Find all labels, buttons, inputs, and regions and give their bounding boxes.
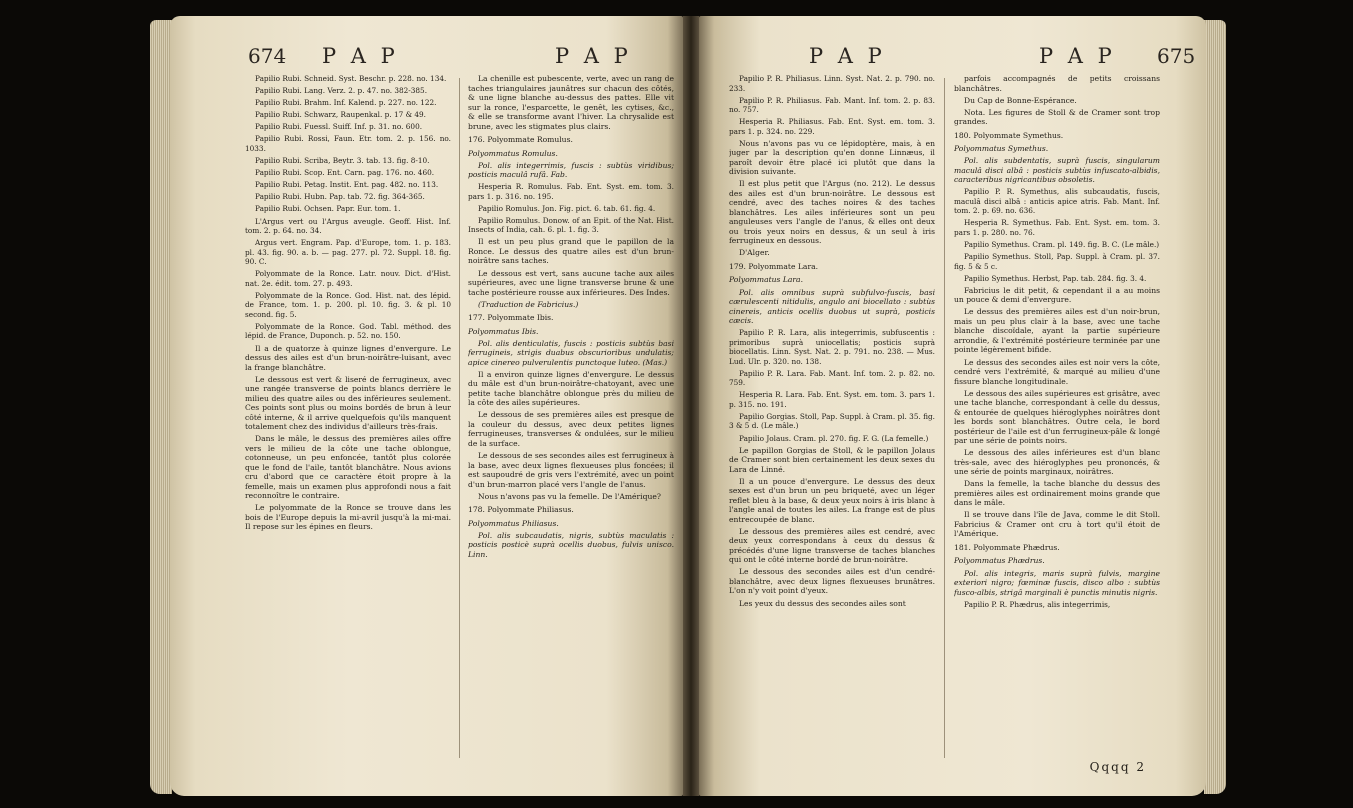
left-col2-paragraph: Le dessous de ses premières ailes est presque de la couleur du dessus, avec deux petites lignes ferrugineuses, transverses & ondulées, sur le milieu de la surface.	[468, 410, 674, 448]
left-col1-paragraph: Papilio Rubi. Rossi, Faun. Etr. tom. 2. p. 156. no. 1033.	[245, 134, 451, 153]
column-divider-right	[944, 78, 945, 758]
right-page	[699, 16, 1206, 796]
signature-mark: Qqqq 2	[1089, 760, 1146, 774]
left-col2-paragraph: Pol. alis denticulatis, fuscis : posticis subtùs basi ferrugineis, strigis duabus obscurioribus undulatis; apice cinereo pulverulentis punctoque luteo. (Mas.)	[468, 338, 674, 367]
right-col1-paragraph: Papilio Jolaus. Cram. pl. 270. fig. F. G. (La femelle.)	[739, 433, 929, 443]
left-col2-paragraph: 176. Polyommate Romulus.	[468, 135, 573, 144]
left-col1-paragraph: Papilio Rubi. Scop. Ent. Carn. pag. 176. no. 460.	[255, 168, 435, 178]
right-col2-paragraph: Hesperia R. Symethus. Fab. Ent. Syst. em. tom. 3. pars 1. p. 280. no. 76.	[954, 218, 1160, 237]
right-col2-paragraph: Polyommatus Symethus.	[954, 144, 1049, 154]
right-col2-paragraph: Papilio Symethus. Herbst, Pap. tab. 284. fig. 3. 4.	[964, 273, 1147, 283]
right-col1-paragraph: Il a un pouce d'envergure. Le dessus des deux sexes est d'un brun un peu briqueté, avec un léger reflet bleu à la base, & deux yeux noirs à iris blanc à l'angle anal de toutes les ailes. La frange est de plus entrecoupée de blanc.	[729, 476, 935, 524]
left-col2-paragraph: Il a environ quinze lignes d'envergure. Le dessus du mâle est d'un brun-noirâtre-chatoyant, avec une petite tache blanchâtre oblongue près du milieu de la côte des ailes supérieures.	[468, 369, 674, 408]
left-col2-paragraph: Hesperia R. Romulus. Fab. Ent. Syst. em. tom. 3. pars 1. p. 316. no. 195.	[468, 182, 674, 201]
left-col2-paragraph: 178. Polyommate Philiasus.	[468, 505, 574, 515]
running-head-right-col2: P A P	[1039, 44, 1116, 68]
right-col2-paragraph: 180. Polyommate Symethus.	[954, 130, 1064, 140]
left-col2-paragraph: Le dessous est vert, sans aucune tache aux ailes supérieures, avec une ligne transverse brune & une tache postérieure rousse aux inférieures. Des Indes.	[468, 268, 674, 297]
left-page-column-2	[468, 74, 674, 784]
right-col1-paragraph: Nous n'avons pas vu ce lépidoptère, mais, à en juger par la description qu'en donne Linnæus, il paroît devoir être placé ici plutôt que dans la division suivante.	[729, 138, 935, 177]
left-col1-paragraph: Papilio Rubi. Brahm. Inf. Kalend. p. 227. no. 122.	[255, 98, 437, 108]
left-col2-paragraph: Polyommatus Ibis.	[468, 326, 539, 336]
right-col2-paragraph: Le dessous des ailes supérieures est grisâtre, avec une tache blanche, correspondant à celle du dessus, & entourée de quelques hiéroglyphes noirâtres dont les bords sont blanchâtres. Outre cela, le bord postérieur de l'aile est d'un ferrugineux-pâle & longé par une série de points noirs.	[954, 388, 1160, 446]
right-col1-paragraph: Le dessous des secondes ailes est d'un cendré-blanchâtre, avec deux lignes flexueuses brunâtres. L'on n'y voit point d'yeux.	[729, 567, 935, 596]
column-divider-left	[459, 78, 460, 758]
right-col2-paragraph: Nota. Les figures de Stoll & de Cramer sont trop grandes.	[954, 107, 1160, 127]
left-col1-paragraph: Polyommate de la Ronce. Latr. nouv. Dict. d'Hist. nat. 2e. édit. tom. 27. p. 493.	[245, 269, 451, 288]
right-col2-paragraph: Du Cap de Bonne-Espérance.	[964, 95, 1077, 105]
left-col2-paragraph: 177. Polyommate Ibis.	[468, 313, 554, 323]
left-col1-paragraph: Papilio Rubi. Schwarz, Raupenkal. p. 17 & 49.	[255, 110, 426, 120]
left-col1-paragraph: Le dessous est vert & liseré de ferrugineux, avec une rangée transverse de points blancs derrière le milieu des quatre ailes ou des inférieures seulement. Ces points sont plus ou moins bordés de brun à leur côté interne, & il arrive quelquefois qu'ils manquent totalement chez des individus d'ailleurs très-frais.	[245, 374, 451, 432]
left-col1-paragraph: Le polyommate de la Ronce se trouve dans les bois de l'Europe depuis la mi-avril jusqu'à la mi-mai. Il repose sur les épines en fleurs.	[245, 503, 451, 532]
right-col2-paragraph: Dans la femelle, la tache blanche du dessus des premières ailes est ordinairement moins grande que dans le mâle.	[954, 479, 1160, 508]
left-col2-paragraph: Papilio Romulus. Donow. of an Epit. of the Nat. Hist. Insects of India, cah. 6. pl. 1. fig. 3.	[468, 215, 674, 235]
left-col2-paragraph: (Traduction de Fabricius.)	[478, 299, 579, 309]
book-gutter	[683, 16, 699, 796]
right-col2-paragraph: Polyommatus Phædrus.	[954, 556, 1045, 566]
running-head-left-col1: P A P	[322, 44, 399, 68]
left-page-edges	[150, 20, 172, 794]
left-col1-paragraph: Papilio Rubi. Hubn. Pap. tab. 72. fig. 364-365.	[255, 192, 425, 202]
right-col2-paragraph: Le dessus des secondes ailes est noir vers la côte, cendré vers l'extrémité, & marqué au milieu d'une fissure blanche longitudinale.	[954, 357, 1160, 386]
right-col1-paragraph: Hesperia R. Philiasus. Fab. Ent. Syst. em. tom. 3. pars 1. p. 324. no. 229.	[729, 117, 935, 136]
right-col2-paragraph: parfois accompagnés de petits croissans blanchâtres.	[954, 74, 1160, 93]
left-col1-paragraph: L'Argus vert ou l'Argus aveugle. Geoff. Hist. Inf. tom. 2. p. 64. no. 34.	[245, 216, 451, 236]
left-page	[170, 16, 683, 796]
right-col2-paragraph: Le dessus des premières ailes est d'un noir-brun, mais un peu plus clair à la base, avec une tache blanche discoïdale, ayant la partie supérieure arrondie, & l'extrémité postérieure terminée par une pointe légèrement bifide.	[954, 307, 1160, 355]
right-col2-paragraph: Il se trouve dans l'île de Java, comme le dit Stoll. Fabricius & Cramer ont cru à tort qu'il étoit de l'Amérique.	[954, 510, 1160, 539]
left-col2-paragraph: Polyommatus Philiasus.	[468, 518, 559, 528]
running-head-left-col2: P A P	[555, 44, 632, 68]
right-col1-paragraph: Papilio Gorgias. Stoll, Pap. Suppl. à Cram. pl. 35. fig. 3 & 5 d. (Le mâle.)	[729, 411, 935, 431]
right-col1-paragraph: Polyommatus Lara.	[729, 275, 803, 285]
right-col1-paragraph: Il est plus petit que l'Argus (no. 212). Le dessus des ailes est d'un brun-noirâtre. Le dessous est cendré, avec des taches noires & des taches blanchâtres. Les ailes inférieures sont un peu anguleuses vers l'angle de l'anus, & elles ont deux ou trois yeux noirs en dessus, & un seul à iris ferrugineux en dessous.	[729, 179, 935, 246]
right-col1-paragraph: Hesperia R. Lara. Fab. Ent. Syst. em. tom. 3. pars 1. p. 315. no. 191.	[729, 390, 935, 409]
left-col2-paragraph: La chenille est pubescente, verte, avec un rang de taches triangulaires jaunâtres sur chacun des côtés, & une ligne blanche au-dessus des pattes. Elle vit sur la ronce, l'esparcette, le genêt, les cytises, &c., & elle se transforme avant l'hiver. La chrysalide est brune, avec les stigmates plus clairs.	[468, 74, 674, 131]
left-col1-paragraph: Papilio Rubi. Petag. Instit. Ent. pag. 482. no. 113.	[255, 180, 439, 190]
right-col1-paragraph: 179. Polyommate Lara.	[729, 261, 819, 271]
left-col2-paragraph: Papilio Romulus. Jon. Fig. pict. 6. tab. 61. fig. 4.	[478, 203, 656, 213]
left-col2-paragraph: Pol. alis subcaudatis, nigris, subtùs maculatis : posticis posticè suprà ocellis duobus, fulvis unisco. Linn.	[468, 530, 674, 559]
right-col2-paragraph: Pol. alis integris, maris suprà fulvis, margine exteriori nigro; fœminæ fuscis, disco albo : subtùs fusco-albis, strigâ marginali è punctis minutis nigris.	[954, 568, 1160, 597]
right-page-edges	[1204, 20, 1226, 794]
left-col2-paragraph: Le dessous de ses secondes ailes est ferrugineux à la base, avec deux lignes flexueuses plus foncées; il est saupoudré de gris vers l'extrémité, avec un point d'un brun-marron placé vers l'angle de l'anus.	[468, 451, 674, 489]
right-col2-paragraph: 181. Polyommate Phædrus.	[954, 542, 1060, 552]
right-col1-paragraph: Papilio P. R. Lara, alis integerrimis, subfuscentis : primoribus suprà uniocellatis; posticis suprà biocellatis. Linn. Syst. Nat. 2. p. 791. no. 238. — Mus. Lud. Ulr. p. 320. no. 138.	[729, 328, 935, 366]
right-col1-paragraph: D'Alger.	[739, 248, 770, 258]
right-page-column-2	[954, 74, 1160, 784]
left-col1-paragraph: Argus vert. Engram. Pap. d'Europe, tom. 1. p. 183. pl. 43. fig. 90. a. b. — pag. 277. pl. 72. Suppl. 18. fig. 90. C.	[245, 238, 451, 267]
right-col1-paragraph: Les yeux du dessus des secondes ailes sont	[739, 598, 906, 608]
left-col1-paragraph: Polyommate de la Ronce. God. Tabl. méthod. des lépid. de France, Duponch. p. 52. no. 150.	[245, 321, 451, 341]
right-page-column-1	[729, 74, 935, 784]
right-col1-paragraph: Papilio P. R. Philiasus. Fab. Mant. Inf. tom. 2. p. 83. no. 757.	[729, 95, 935, 115]
right-col2-paragraph: Fabricius le dit petit, & cependant il a au moins un pouce & demi d'envergure.	[954, 285, 1160, 305]
right-col1-paragraph: Le papillon Gorgias de Stoll, & le papillon Jolaus de Cramer sont bien certainement les deux sexes du Lara de Linné.	[729, 445, 935, 474]
left-col2-paragraph: Il est un peu plus grand que le papillon de la Ronce. Le dessus des quatre ailes est d'un brun-noirâtre sans taches.	[468, 237, 674, 266]
page-number-right: 675	[1157, 44, 1196, 68]
left-col1-paragraph: Papilio Rubi. Lang. Verz. 2. p. 47. no. 382-385.	[255, 86, 428, 96]
left-col1-paragraph: Papilio Rubi. Scriba, Beytr. 3. tab. 13. fig. 8-10.	[255, 156, 430, 166]
left-col2-paragraph: Pol. alis integerrimis, fuscis : subtùs viridibus; posticis maculâ rufâ. Fab.	[468, 160, 674, 180]
left-col2-paragraph: Polyommatus Romulus.	[468, 148, 558, 158]
left-col1-paragraph: Papilio Rubi. Fuessl. Suiff. Inf. p. 31. no. 600.	[255, 122, 423, 132]
right-col2-paragraph: Papilio P. R. Phædrus, alis integerrimis,	[964, 599, 1111, 609]
right-col2-paragraph: Pol. alis subdentatis, suprà fuscis, singularum maculâ disci albâ : posticis subtùs infuscato-albidis, caracteribus nigricantibus obsoletis.	[954, 156, 1160, 185]
right-col2-paragraph: Le dessous des ailes inférieures est d'un blanc très-sale, avec des hiéroglyphes peu prononcés, & une série de points marginaux, noirâtres.	[954, 448, 1160, 477]
right-col1-paragraph: Papilio P. R. Lara. Fab. Mant. Inf. tom. 2. p. 82. no. 759.	[729, 368, 935, 388]
right-col1-paragraph: Pol. alis omnibus suprà subfulvo-fuscis, basi cærulescenti nitidulis, angulo ani biocellato : subtùs cinereis, anticis ocellis duobus ut suprà, posticis cæcis.	[729, 287, 935, 326]
running-head-right-col1: P A P	[809, 44, 886, 68]
left-col2-paragraph: Nous n'avons pas vu la femelle. De l'Amérique?	[478, 491, 661, 501]
page-number-left: 674	[248, 44, 287, 68]
left-col1-paragraph: Papilio Rubi. Ochsen. Papr. Eur. tom. 1.	[255, 204, 401, 214]
right-col1-paragraph: Papilio P. R. Philiasus. Linn. Syst. Nat. 2. p. 790. no. 233.	[729, 74, 935, 93]
left-col1-paragraph: Dans le mâle, le dessus des premières ailes offre vers le milieu de la côte une tache oblongue, cotonneuse, un peu enfoncée, tantôt plus colorée que le fond de l'aile, tantôt blanchâtre. Nous avions cru d'abord que ce caractère étoit propre à la femelle, mais un examen plus approfondi nous a fait reconnoître le contraire.	[245, 434, 451, 501]
right-col2-paragraph: Papilio Symethus. Cram. pl. 149. fig. B. C. (Le mâle.)	[964, 240, 1160, 250]
right-col1-paragraph: Le dessous des premières ailes est cendré, avec deux yeux correspondans à ceux du dessus & précédés d'une ligne transverse de taches blanches qui ont le côté interne bordé de brun-noirâtre.	[729, 526, 935, 565]
left-page-column-1	[245, 74, 451, 784]
left-col1-paragraph: Il a de quatorze à quinze lignes d'envergure. Le dessus des ailes est d'un brun-noirâtre-luisant, avec la frange blanchâtre.	[245, 343, 451, 372]
left-col1-paragraph: Papilio Rubi. Schneid. Syst. Beschr. p. 228. no. 134.	[255, 74, 447, 83]
right-col2-paragraph: Papilio Symethus. Stoll, Pap. Suppl. à Cram. pl. 37. fig. 5 & 5 c.	[954, 252, 1160, 271]
right-col2-paragraph: Papilio P. R. Symethus, alis subcaudatis, fuscis, maculâ disci albâ : anticis apice atris. Fab. Mant. Inf. tom. 2. p. 69. no. 636.	[954, 187, 1160, 216]
left-col1-paragraph: Polyommate de la Ronce. God. Hist. nat. des lépid. de France, tom. 1. p. 200. pl. 10. fig. 3. & pl. 10 second. fig. 5.	[245, 290, 451, 319]
